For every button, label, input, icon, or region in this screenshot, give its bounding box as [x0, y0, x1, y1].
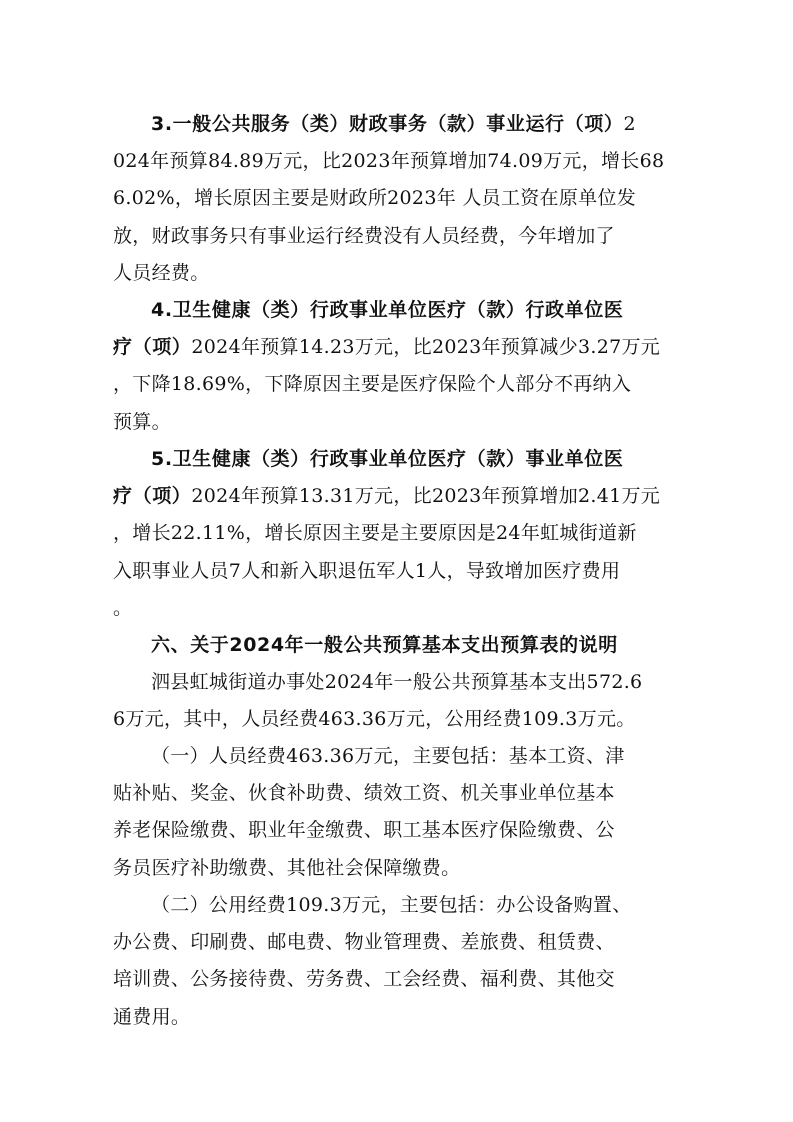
public-line-2: 办公费、印刷费、邮电费、物业管理费、差旅费、租赁费、 [113, 931, 615, 954]
public-expenses-paragraph [113, 887, 673, 1036]
paragraph-5-line-4: 入职事业人员7人和新入职退伍军人1人，导致增加医疗费用 [113, 559, 621, 582]
paragraph-3-line-3: 6.02%，增长原因主要是财政所2023年 人员工资在原单位发 [113, 187, 637, 210]
paragraph-5-title-line-2: 疗（项） [113, 485, 192, 508]
paragraph-5-line-2-text: 2024年预算13.31万元，比2023年预算增加2.41万元 [191, 485, 661, 508]
paragraph-5-line-3: ，增长22.11%，增长原因主要是主要原因是24年虹城街道新 [113, 522, 637, 545]
section-6-intro-line-1: 泗县虹城街道办事处2024年一般公共预算基本支出572.6 [151, 671, 643, 693]
paragraph-3-title: 3.一般公共服务（类）财政事务（款）事业运行（项） [151, 113, 624, 135]
paragraph-3-line-4: 放，财政事务只有事业运行经费没有人员经费，今年增加了 [113, 224, 615, 247]
paragraph-5-title-line-1: 5.卫生健康（类）行政事业单位医疗（款）事业单位医 [151, 448, 624, 470]
paragraph-item-4 [113, 292, 673, 441]
public-line-4: 通费用。 [113, 1005, 191, 1028]
paragraph-4-line-4: 预算。 [113, 410, 171, 433]
section-6-intro [113, 664, 673, 738]
paragraph-4-title-line-1: 4.卫生健康（类）行政事业单位医疗（款）行政单位医 [151, 299, 624, 321]
section-6-intro-line-2: 6万元，其中，人员经费463.36万元，公用经费109.3万元。 [113, 708, 636, 731]
section-6 [113, 627, 673, 664]
paragraph-3-line-5: 人员经费。 [113, 261, 210, 284]
personnel-line-4: 务员医疗补助缴费、其他社会保障缴费。 [113, 856, 461, 879]
paragraph-3-line-1 [113, 106, 673, 143]
paragraph-5-line-5: 。 [113, 596, 133, 619]
paragraph-4-line-3: ，下降18.69%，下降原因主要是医疗保险个人部分不再纳入 [113, 373, 632, 396]
paragraph-4-line-2-text: 2024年预算14.23万元，比2023年预算减少3.27万元 [191, 336, 661, 359]
section-6-heading: 六、关于2024年一般公共预算基本支出预算表的说明 [151, 634, 618, 656]
paragraph-4-title-line-2: 疗（项） [113, 336, 192, 359]
paragraph-4-line-2 [113, 329, 673, 366]
paragraph-item-5 [113, 441, 673, 627]
personnel-line-2: 贴补贴、奖金、伙食补助费、绩效工资、机关事业单位基本 [113, 782, 615, 805]
personnel-expenses-paragraph [113, 738, 673, 887]
personnel-line-1: （一）人员经费463.36万元，主要包括：基本工资、津 [151, 745, 625, 767]
paragraph-item-3 [113, 106, 673, 292]
public-line-3: 培训费、公务接待费、劳务费、工会经费、福利费、其他交 [113, 968, 615, 991]
paragraph-3-line-1-text: 2 [623, 113, 636, 135]
paragraph-3-line-2: 024年预算84.89万元，比2023年预算增加74.09万元，增长68 [113, 150, 665, 173]
public-line-1: （二）公用经费109.3万元，主要包括：办公设备购置、 [151, 894, 632, 916]
paragraph-5-line-2 [113, 478, 673, 515]
personnel-line-3: 养老保险缴费、职业年金缴费、职工基本医疗保险缴费、公 [113, 819, 615, 842]
